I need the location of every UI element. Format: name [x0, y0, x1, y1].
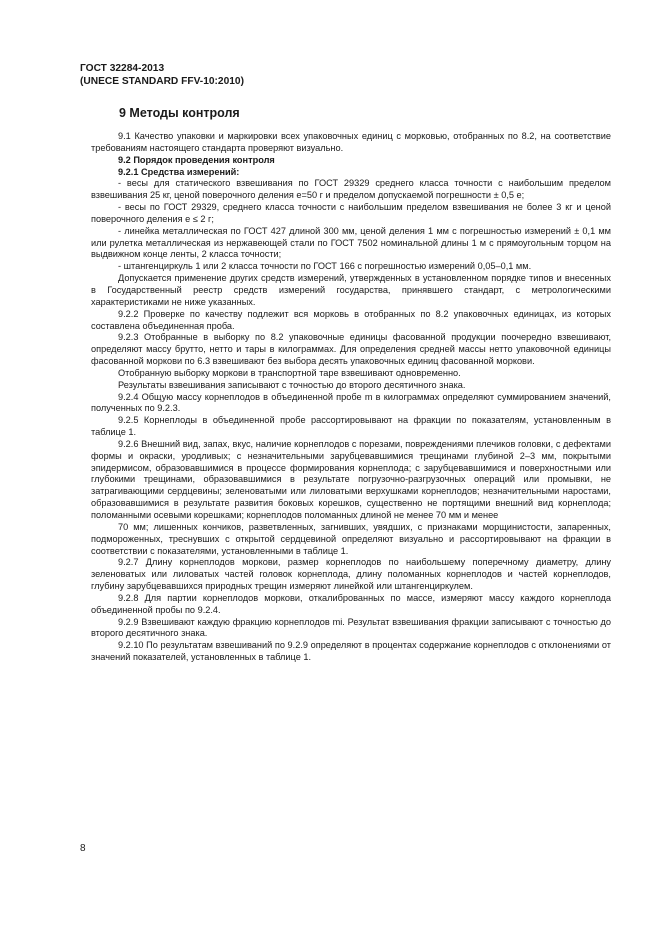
paragraph: 9.2.5 Корнеплоды в объединенной пробе рассортировывают на фракции по показателям, установленным в таблице 1. [91, 415, 611, 438]
document-header [80, 62, 244, 88]
paragraph: Допускается применение других средств измерений, утвержденных в установленном порядке типов и внесенных в Государственный реестр средств измерений государства, принявшего стандарт, с метрологическими характеристиками не ниже указанных. [91, 273, 611, 307]
paragraph: 9.2.3 Отобранные в выборку по 8.2 упаковочные единицы фасованной продукции поочередно взвешивают, определяют массу брутто, нетто и тары в килограммах. Для определения средней массы нетто упаковочной единицы фасованной моркови по 6.3 взвешивают без выбора десять упаковочных единиц фасованной моркови. [91, 332, 611, 367]
paragraph: 9.2.8 Для партии корнеплодов моркови, откалиброванных по массе, измеряют массу каждого корнеплода объединенной пробы по 9.2.4. [91, 592, 611, 615]
page-number: 8 [80, 843, 86, 854]
paragraph: 9.2.2 Проверке по качеству подлежит вся морковь в отобранных по 8.2 упаковочных единицах, из которых составлена объединенная проба. [91, 308, 611, 331]
paragraph: 9.2 Порядок проведения контроля [118, 154, 275, 165]
paragraph: - линейка металлическая по ГОСТ 427 длиной 300 мм, ценой деления 1 мм с погрешностью измерений ± 0,1 мм или рулетка металлическая из нержавеющей стали по ГОСТ 7502 номинальной длины 1 м с прямоугольным торцом на выдвижном конце ленты, 2 класса точности; [91, 225, 611, 260]
paragraph: 9.2.7 Длину корнеплодов моркови, размер корнеплодов по наибольшему поперечному диаметру, длину зеленоватых или лиловатых частей головок корнеплода, длину поломанных корнеплодов и частей корнеплодов, глубину зарубцевавшихся природных трещин измеряют линейкой или штангенциркулем. [91, 557, 611, 592]
paragraph: 9.2.9 Взвешивают каждую фракцию корнеплодов mi. Результат взвешивания фракции записывают с точностью до второго десятичного знака. [91, 616, 611, 639]
paragraph: 70 мм; лишенных кончиков, разветвленных, загнивших, увядших, с признаками морщинистости, запаренных, подмороженных, треснувших с открытой сердцевиной определяют визуально и рассортировывают на фракции в соответствии с показателями, установленными в таблице 1. [91, 521, 611, 556]
paragraph: 9.2.1 Средства измерений: [118, 166, 240, 177]
paragraph: 9.2.6 Внешний вид, запах, вкус, наличие корнеплодов с порезами, повреждениями плечиков головки, с дефектами формы и окраски, уродливых; с незначительными зарубцевавшимися трещинами глубиной 2–3 мм, покрытыми эпидермисом, образовавшимися в процессе формирования корнеплода; с зарубцевавшимися и поверхностными или глубокими трещинами, образовавшимися в результате погрузочно-разгрузочных операций или промывки, не затрагивающими сердцевины; зеленоватыми или лиловатыми верхушками корнеплодов; незначительными наростами, образовавшимися в результате развития боковых корешков, существенно не портящими внешний вид корнеплода; поломанными осевыми корешками; корнеплодов поломанных длиной не менее 70 мм и менее [91, 438, 611, 520]
paragraph: 9.2.4 Общую массу корнеплодов в объединенной пробе m в килограммах определяют суммированием значений, полученных по 9.2.3. [91, 391, 611, 414]
paragraph: Результаты взвешивания записывают с точностью до второго десятичного знака. [118, 379, 466, 390]
document-body [91, 131, 611, 664]
paragraph: - штангенциркуль 1 или 2 класса точности по ГОСТ 166 с погрешностью измерений 0,05–0,1 мм. [118, 261, 532, 272]
section-title: 9 Методы контроля [119, 106, 240, 120]
paragraph: - весы по ГОСТ 29329, среднего класса точности с наибольшим пределом взвешивания не более 3 кг и ценой поверочного деления e ≤ 2 г; [91, 202, 611, 224]
standard-code: ГОСТ 32284-2013 [80, 63, 165, 74]
standard-reference: (UNECE STANDARD FFV-10:2010) [80, 76, 244, 87]
paragraph: 9.1 Качество упаковки и маркировки всех упаковочных единиц с морковью, отобранных по 8.2, на соответствие требованиям настоящего стандарта проверяют визуально. [91, 131, 611, 153]
paragraph: Отобранную выборку моркови в транспортной таре взвешивают одновременно. [118, 367, 461, 378]
paragraph: 9.2.10 По результатам взвешиваний по 9.2.9 определяют в процентах содержание корнеплодов с отклонениями от значений показателей, установленных в таблице 1. [91, 640, 611, 663]
paragraph: - весы для статического взвешивания по ГОСТ 29329 среднего класса точности с наибольшим пределом взвешивания 25 кг, ценой поверочного деления e=50 г и пределом допускаемой погрешности ± 0,5 e; [91, 178, 611, 201]
